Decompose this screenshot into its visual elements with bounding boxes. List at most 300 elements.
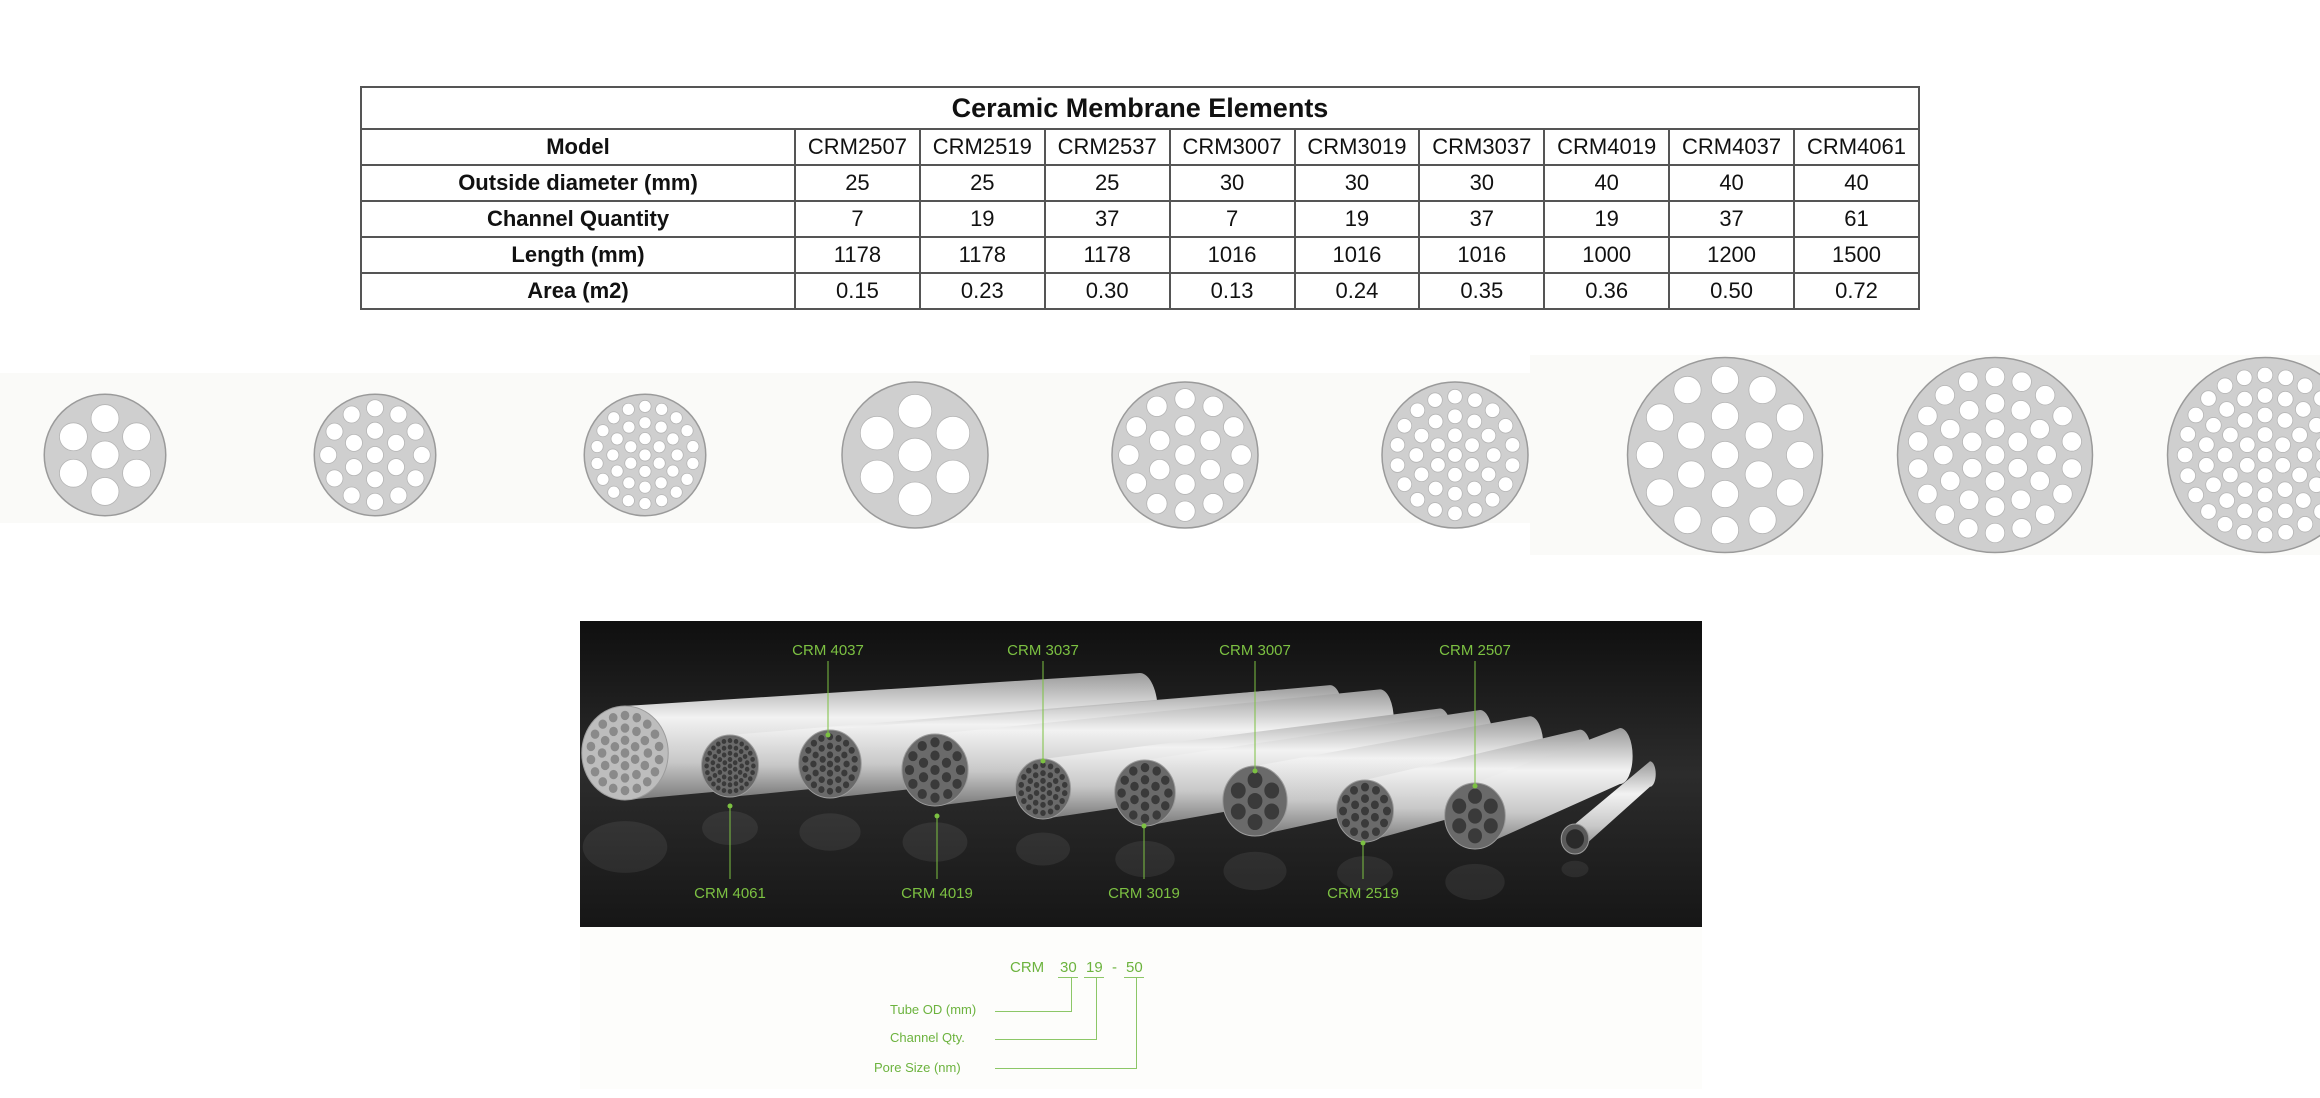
- channel-hole: [681, 473, 693, 485]
- channel-hole: [2275, 437, 2291, 453]
- channel-hole: [611, 755, 620, 764]
- channel-hole: [930, 779, 939, 789]
- channel-hole: [2257, 427, 2273, 443]
- channel-hole: [711, 760, 716, 765]
- channel-hole: [1566, 829, 1584, 849]
- channel-hole: [918, 741, 927, 751]
- channel-hole: [1361, 831, 1369, 840]
- channel-hole: [1918, 406, 1938, 426]
- channel-hole: [713, 773, 718, 778]
- channel-hole: [1048, 809, 1054, 815]
- table-cell: 37: [1045, 201, 1170, 237]
- table-cell: 1500: [1794, 237, 1919, 273]
- channel-hole: [1048, 763, 1054, 769]
- channel-hole: [750, 770, 755, 775]
- channel-hole: [2257, 388, 2273, 404]
- channel-hole: [2275, 457, 2291, 473]
- channel-hole: [718, 757, 723, 762]
- channel-hole: [813, 770, 819, 777]
- channel-hole: [2030, 419, 2050, 439]
- channel-hole: [1985, 523, 2005, 543]
- channel-hole: [1141, 763, 1150, 772]
- channel-hole: [655, 477, 667, 489]
- channel-hole: [123, 423, 151, 451]
- channel-hole: [811, 740, 817, 747]
- label-crm-4061: CRM 4061: [694, 885, 766, 902]
- channel-hole: [1934, 445, 1954, 465]
- channel-hole: [2219, 493, 2235, 509]
- channel-hole: [2223, 427, 2239, 443]
- tube-reflection: [1562, 861, 1589, 878]
- channel-hole: [1018, 790, 1024, 796]
- table-row-channels: [361, 201, 1919, 237]
- channel-hole: [1021, 774, 1027, 780]
- channel-hole: [728, 745, 733, 750]
- channel-hole: [1026, 768, 1032, 774]
- label-dot: [935, 814, 940, 819]
- tube-reflection: [1115, 841, 1174, 877]
- channel-hole: [1465, 458, 1480, 473]
- channel-hole: [608, 486, 620, 498]
- channel-hole: [2008, 458, 2028, 478]
- channel-hole: [59, 423, 87, 451]
- channel-hole: [860, 460, 894, 494]
- channel-hole: [1646, 404, 1673, 431]
- channel-hole: [1264, 782, 1279, 798]
- channel-hole: [1745, 461, 1772, 488]
- channel-hole: [2008, 432, 2028, 452]
- channel-hole: [656, 495, 668, 507]
- channel-hole: [623, 477, 635, 489]
- channel-hole: [2035, 505, 2055, 525]
- channel-hole: [1390, 458, 1405, 473]
- channel-hole: [718, 770, 723, 775]
- channel-hole: [1711, 402, 1738, 429]
- channel-hole: [91, 405, 119, 433]
- channel-hole: [1129, 766, 1138, 775]
- channel-hole: [611, 465, 623, 477]
- tube-reflection: [1445, 864, 1504, 900]
- channel-hole: [1121, 801, 1130, 810]
- channel-hole: [1678, 461, 1705, 488]
- channel-hole: [818, 735, 824, 742]
- channel-hole: [717, 749, 722, 754]
- channel-hole: [1465, 438, 1480, 453]
- channel-hole: [1985, 497, 2005, 517]
- channel-hole: [918, 789, 927, 799]
- pore-label: Pore Size (nm): [874, 1060, 961, 1075]
- channel-hole: [656, 403, 668, 415]
- channel-hole: [802, 765, 808, 772]
- channel-hole: [1485, 403, 1500, 418]
- channel-hole: [1678, 422, 1705, 449]
- channel-hole: [1786, 441, 1813, 468]
- channel-hole: [827, 761, 833, 768]
- pore-connector-vertical: [1136, 977, 1137, 1068]
- membrane-cross-section: [314, 394, 436, 516]
- channel-hole: [919, 772, 928, 782]
- channel-hole: [2037, 445, 2057, 465]
- channel-hole: [733, 767, 738, 772]
- table-cell: 40: [1669, 165, 1794, 201]
- channel-hole: [1033, 800, 1039, 806]
- channel-hole: [1059, 798, 1065, 804]
- channel-hole: [2011, 490, 2031, 510]
- channel-hole: [2257, 407, 2273, 423]
- channel-hole: [366, 422, 383, 439]
- table-cell: 1178: [1045, 237, 1170, 273]
- channel-hole: [1161, 801, 1170, 810]
- channel-hole: [1962, 458, 1982, 478]
- table-cell: CRM3037: [1419, 129, 1544, 165]
- channel-hole: [641, 761, 650, 770]
- od-label: Tube OD (mm): [890, 1002, 977, 1017]
- channel-hole: [1428, 414, 1443, 429]
- table-cell: 1016: [1170, 237, 1295, 273]
- channel-hole: [1048, 800, 1054, 806]
- channel-hole: [1203, 493, 1223, 513]
- channel-hole: [751, 764, 756, 769]
- pore-connector-horizontal: [995, 1068, 1137, 1069]
- channel-hole: [2295, 402, 2311, 418]
- channel-hole: [1935, 505, 1955, 525]
- channel-hole: [908, 751, 917, 761]
- channel-hole: [123, 459, 151, 487]
- channel-hole: [1711, 366, 1738, 393]
- od-connector-vertical: [1071, 977, 1072, 1011]
- channel-hole: [671, 449, 683, 461]
- channel-hole: [707, 776, 712, 781]
- channel-hole: [898, 438, 932, 472]
- channel-hole: [2030, 471, 2050, 491]
- channel-hole: [2278, 503, 2294, 519]
- channel-hole: [1380, 819, 1388, 828]
- channel-hole: [743, 773, 748, 778]
- channel-hole: [2239, 437, 2255, 453]
- table-cell: 0.24: [1295, 273, 1420, 309]
- channel-hole: [1371, 800, 1379, 809]
- channel-hole: [631, 742, 640, 751]
- channel-hole: [1467, 481, 1482, 496]
- channel-hole: [1468, 808, 1482, 823]
- channel-hole: [1248, 793, 1263, 809]
- channel-hole: [1371, 813, 1379, 822]
- channel-hole: [2277, 413, 2293, 429]
- channel-hole: [621, 748, 630, 757]
- table-title: Ceramic Membrane Elements: [361, 87, 1919, 129]
- channel-hole: [320, 446, 337, 463]
- channel-hole: [819, 745, 825, 752]
- table-cell: 30: [1295, 165, 1420, 201]
- channel-hole: [1231, 445, 1251, 465]
- channel-hole: [1674, 506, 1701, 533]
- channel-hole: [1062, 782, 1068, 788]
- channel-hole: [1410, 403, 1425, 418]
- channel-hole: [1264, 803, 1279, 819]
- table-cell: CRM2507: [795, 129, 920, 165]
- channel-hole: [326, 470, 343, 487]
- channel-hole: [1059, 774, 1065, 780]
- channel-hole: [1028, 778, 1034, 784]
- channels-connector-vertical: [1096, 977, 1097, 1039]
- channel-hole: [1151, 795, 1160, 804]
- channel-hole: [1047, 782, 1053, 788]
- table-cell: 0.13: [1170, 273, 1295, 309]
- channel-hole: [407, 423, 424, 440]
- channel-hole: [1452, 818, 1466, 833]
- channel-hole: [1033, 763, 1039, 769]
- table-cell: CRM4037: [1669, 129, 1794, 165]
- table-cell: 1000: [1544, 237, 1669, 273]
- channel-hole: [621, 723, 630, 732]
- channel-hole: [2217, 516, 2233, 532]
- channel-hole: [810, 761, 816, 768]
- channel-hole: [728, 770, 733, 775]
- channel-hole: [936, 460, 970, 494]
- channel-hole: [722, 753, 727, 758]
- channel-hole: [2011, 400, 2031, 420]
- channel-hole: [739, 749, 744, 754]
- channel-hole: [1431, 458, 1446, 473]
- channel-hole: [621, 761, 630, 770]
- channel-hole: [2180, 468, 2196, 484]
- channel-hole: [609, 727, 618, 736]
- channel-hole: [1361, 794, 1369, 803]
- channel-hole: [2237, 391, 2253, 407]
- spec-table: [360, 86, 1920, 310]
- channel-hole: [722, 775, 727, 780]
- channel-hole: [1126, 417, 1146, 437]
- channel-hole: [655, 421, 667, 433]
- row-label-length: Length (mm): [361, 237, 795, 273]
- row-label-od: Outside diameter (mm): [361, 165, 795, 201]
- table-title-row: [361, 87, 1919, 129]
- table-cell: CRM4061: [1794, 129, 1919, 165]
- channel-hole: [1749, 376, 1776, 403]
- channel-hole: [820, 756, 826, 763]
- channel-hole: [1175, 445, 1195, 465]
- channel-hole: [598, 719, 607, 728]
- channel-hole: [653, 457, 665, 469]
- channel-hole: [908, 779, 917, 789]
- channel-hole: [2292, 427, 2308, 443]
- membrane-cross-section: [1898, 358, 2093, 553]
- channel-hole: [1985, 367, 2005, 387]
- channel-hole: [1062, 790, 1068, 796]
- channel-hole: [748, 751, 753, 756]
- channel-hole: [1026, 786, 1032, 792]
- channel-hole: [1141, 802, 1150, 811]
- channel-hole: [670, 486, 682, 498]
- channel-hole: [818, 786, 824, 793]
- channel-hole: [728, 751, 733, 756]
- tube-reflection: [583, 821, 668, 873]
- model-code-legend: [580, 927, 1702, 1089]
- channel-hole: [2237, 370, 2253, 386]
- channel-hole: [2053, 484, 2073, 504]
- channel-hole: [1034, 790, 1040, 796]
- channel-hole: [2062, 459, 2082, 479]
- tube-reflection: [1016, 833, 1070, 866]
- channel-hole: [952, 751, 961, 761]
- channel-hole: [1130, 795, 1139, 804]
- channel-hole: [745, 767, 750, 772]
- channel-hole: [1452, 799, 1466, 814]
- channel-hole: [651, 730, 660, 739]
- channel-hole: [641, 736, 650, 745]
- channel-hole: [942, 758, 951, 768]
- channel-hole: [827, 770, 833, 777]
- channel-hole: [655, 755, 664, 764]
- table-row-od: [361, 165, 1919, 201]
- channel-hole: [632, 727, 641, 736]
- channel-hole: [739, 764, 744, 769]
- channel-hole: [956, 765, 965, 775]
- channels-connector-horizontal: [995, 1039, 1097, 1040]
- channel-hole: [1745, 422, 1772, 449]
- channel-hole: [750, 757, 755, 762]
- channel-hole: [728, 738, 733, 743]
- channel-hole: [1908, 432, 1928, 452]
- channel-hole: [1674, 376, 1701, 403]
- code-pore-underline: [1124, 977, 1144, 978]
- channel-hole: [1203, 396, 1223, 416]
- channel-hole: [1149, 459, 1169, 479]
- channel-hole: [1048, 772, 1054, 778]
- channel-hole: [717, 778, 722, 783]
- channel-hole: [622, 495, 634, 507]
- channel-hole: [607, 449, 619, 461]
- table-cell: 40: [1544, 165, 1669, 201]
- channel-hole: [1361, 807, 1369, 816]
- channel-hole: [1505, 458, 1520, 473]
- label-dot: [1473, 784, 1478, 789]
- channel-hole: [835, 735, 841, 742]
- channel-hole: [734, 781, 739, 786]
- channel-hole: [1498, 419, 1513, 434]
- channel-hole: [598, 748, 607, 757]
- channel-hole: [366, 493, 383, 510]
- channel-hole: [667, 433, 679, 445]
- channel-hole: [738, 757, 743, 762]
- table-cell: 19: [920, 201, 1045, 237]
- code-od-underline: [1058, 977, 1078, 978]
- channel-hole: [632, 770, 641, 779]
- channel-hole: [860, 416, 894, 450]
- channel-hole: [2278, 391, 2294, 407]
- channel-hole: [930, 737, 939, 747]
- label-dot: [1361, 841, 1366, 846]
- channel-hole: [2257, 468, 2273, 484]
- channel-hole: [852, 756, 858, 763]
- channel-hole: [591, 767, 600, 776]
- channel-hole: [681, 425, 693, 437]
- channel-hole: [2292, 467, 2308, 483]
- channel-hole: [345, 459, 362, 476]
- channel-hole: [2012, 372, 2032, 392]
- channel-hole: [670, 412, 682, 424]
- channel-hole: [2206, 477, 2222, 493]
- code-channels: 19: [1086, 959, 1103, 976]
- table-cell: CRM2519: [920, 129, 1045, 165]
- channel-hole: [1028, 794, 1034, 800]
- channel-hole: [1149, 430, 1169, 450]
- channel-hole: [1448, 448, 1463, 463]
- channel-hole: [852, 765, 858, 772]
- table-cell: 1178: [920, 237, 1045, 273]
- channel-hole: [728, 782, 733, 787]
- table-cell: 0.35: [1419, 273, 1544, 309]
- channel-hole: [598, 777, 607, 786]
- label-dot: [1041, 759, 1046, 764]
- channel-hole: [631, 755, 640, 764]
- table-cell: CRM2537: [1045, 129, 1170, 165]
- channel-hole: [643, 719, 652, 728]
- channel-hole: [388, 434, 405, 451]
- channel-hole: [716, 786, 721, 791]
- channel-hole: [91, 441, 119, 469]
- channel-hole: [827, 751, 833, 758]
- membrane-cross-section: [584, 394, 706, 516]
- channel-hole: [1053, 778, 1059, 784]
- label-crm-2519: CRM 2519: [1327, 885, 1399, 902]
- channel-hole: [625, 441, 637, 453]
- membrane-cross-section: [44, 394, 166, 516]
- row-label-model: Model: [361, 129, 795, 165]
- channel-hole: [2206, 417, 2222, 433]
- channel-hole: [704, 764, 709, 769]
- table-cell: 0.30: [1045, 273, 1170, 309]
- channel-hole: [2201, 391, 2217, 407]
- channel-hole: [1935, 385, 1955, 405]
- channel-hole: [591, 457, 603, 469]
- channel-hole: [834, 756, 840, 763]
- channel-hole: [639, 481, 651, 493]
- row-label-area: Area (m2): [361, 273, 795, 309]
- channel-hole: [1126, 473, 1146, 493]
- channel-hole: [597, 425, 609, 437]
- channel-hole: [705, 757, 710, 762]
- channel-hole: [1776, 479, 1803, 506]
- label-crm-2507: CRM 2507: [1439, 642, 1511, 659]
- channel-hole: [1200, 430, 1220, 450]
- code-channels-underline: [1084, 977, 1104, 978]
- channel-hole: [1646, 479, 1673, 506]
- channel-hole: [1223, 473, 1243, 493]
- channel-hole: [2297, 516, 2313, 532]
- table-cell: CRM3007: [1170, 129, 1295, 165]
- channel-hole: [1908, 459, 1928, 479]
- table-cell: 37: [1419, 201, 1544, 237]
- code-od: 30: [1060, 959, 1077, 976]
- channel-hole: [2237, 482, 2253, 498]
- channel-hole: [1985, 445, 2005, 465]
- table-cell: 0.15: [795, 273, 920, 309]
- channel-hole: [587, 742, 596, 751]
- channel-hole: [716, 764, 721, 769]
- table-cell: CRM3019: [1295, 129, 1420, 165]
- channel-hole: [1428, 481, 1443, 496]
- channel-hole: [1414, 428, 1429, 443]
- channel-hole: [1468, 789, 1482, 804]
- channel-hole: [2177, 447, 2193, 463]
- channel-hole: [1152, 810, 1161, 819]
- channel-hole: [2201, 504, 2217, 520]
- channel-hole: [326, 423, 343, 440]
- channel-hole: [1119, 445, 1139, 465]
- channel-hole: [734, 775, 739, 780]
- channel-hole: [2223, 467, 2239, 483]
